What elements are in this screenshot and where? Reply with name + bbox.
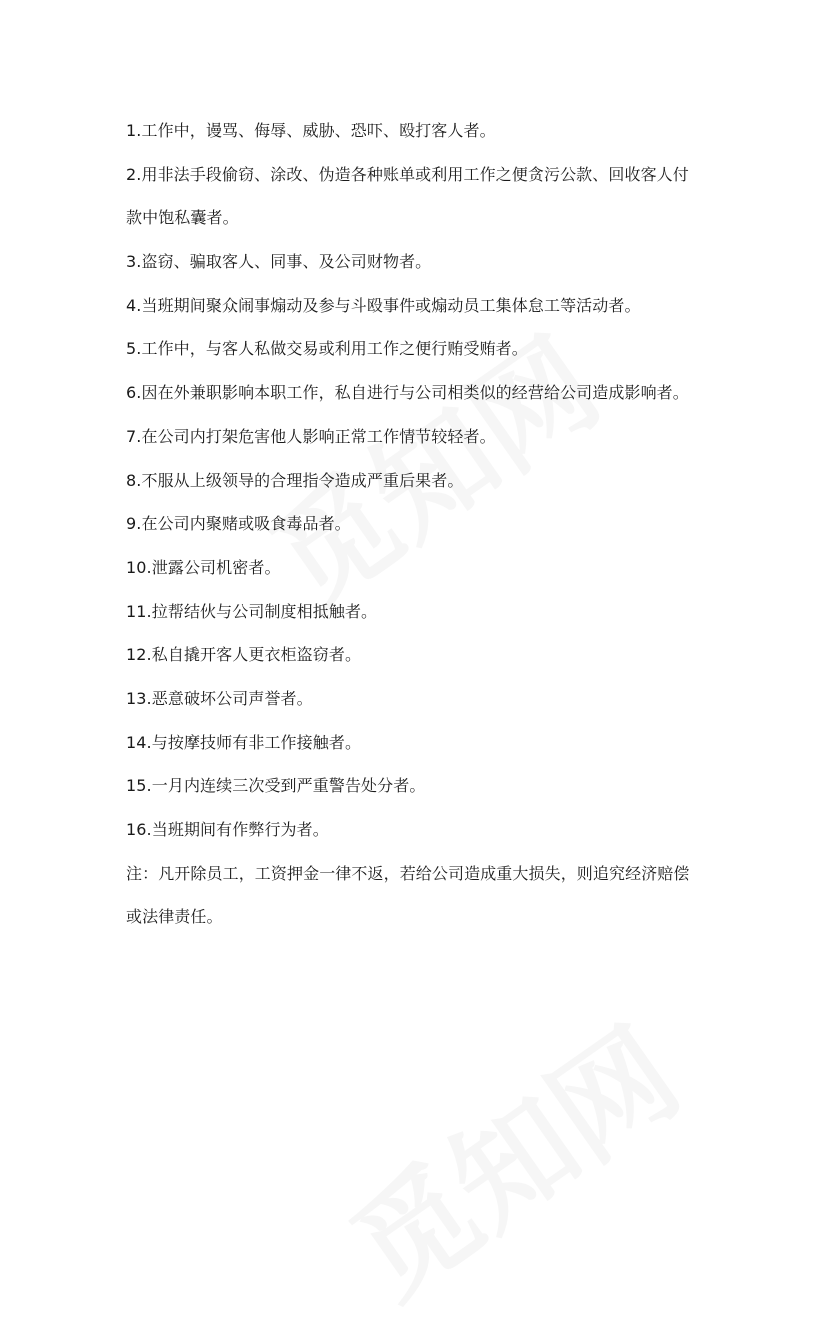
list-item: 12.私自撬开客人更衣柜盗窃者。 xyxy=(126,645,362,665)
list-item: 11.拉帮结伙与公司制度相抵触者。 xyxy=(126,601,378,621)
note-line: 或法律责任。 xyxy=(126,907,223,927)
list-item: 4.当班期间聚众闹事煽动及参与斗殴事件或煽动员工集体怠工等活动者。 xyxy=(126,295,641,315)
list-item: 15.一月内连续三次受到严重警告处分者。 xyxy=(126,776,426,796)
list-item: 2.用非法手段偷窃、涂改、伪造各种账单或利用工作之便贪污公款、回收客人付 xyxy=(126,164,689,184)
list-item: 16.当班期间有作弊行为者。 xyxy=(126,820,329,839)
list-item: 14.与按摩技师有非工作接触者。 xyxy=(126,732,362,752)
list-item: 9.在公司内聚赌或吸食毒品者。 xyxy=(126,514,351,534)
list-item: 1.工作中，谩骂、侮辱、威胁、恐吓、殴打客人者。 xyxy=(126,121,496,140)
document-body xyxy=(126,109,716,939)
list-item: 3.盗窃、骗取客人、同事、及公司财物者。 xyxy=(126,252,432,272)
note-line: 注：凡开除员工，工资押金一律不返，若给公司造成重大损失，则追究经济赔偿 xyxy=(126,863,690,883)
list-item: 7.在公司内打架危害他人影响正常工作情节较轻者。 xyxy=(126,426,496,446)
list-item: 5.工作中，与客人私做交易或利用工作之便行贿受贿者。 xyxy=(126,339,528,359)
list-item: 8.不服从上级领导的合理指令造成严重后果者。 xyxy=(126,470,464,490)
list-item: 款中饱私囊者。 xyxy=(126,208,239,228)
watermark xyxy=(313,982,707,1329)
list-item: 13.恶意破坏公司声誉者。 xyxy=(126,688,313,708)
list-item: 10.泄露公司机密者。 xyxy=(126,557,281,577)
list-item: 6.因在外兼职影响本职工作，私自进行与公司相类似的经营给公司造成影响者。 xyxy=(126,383,689,403)
